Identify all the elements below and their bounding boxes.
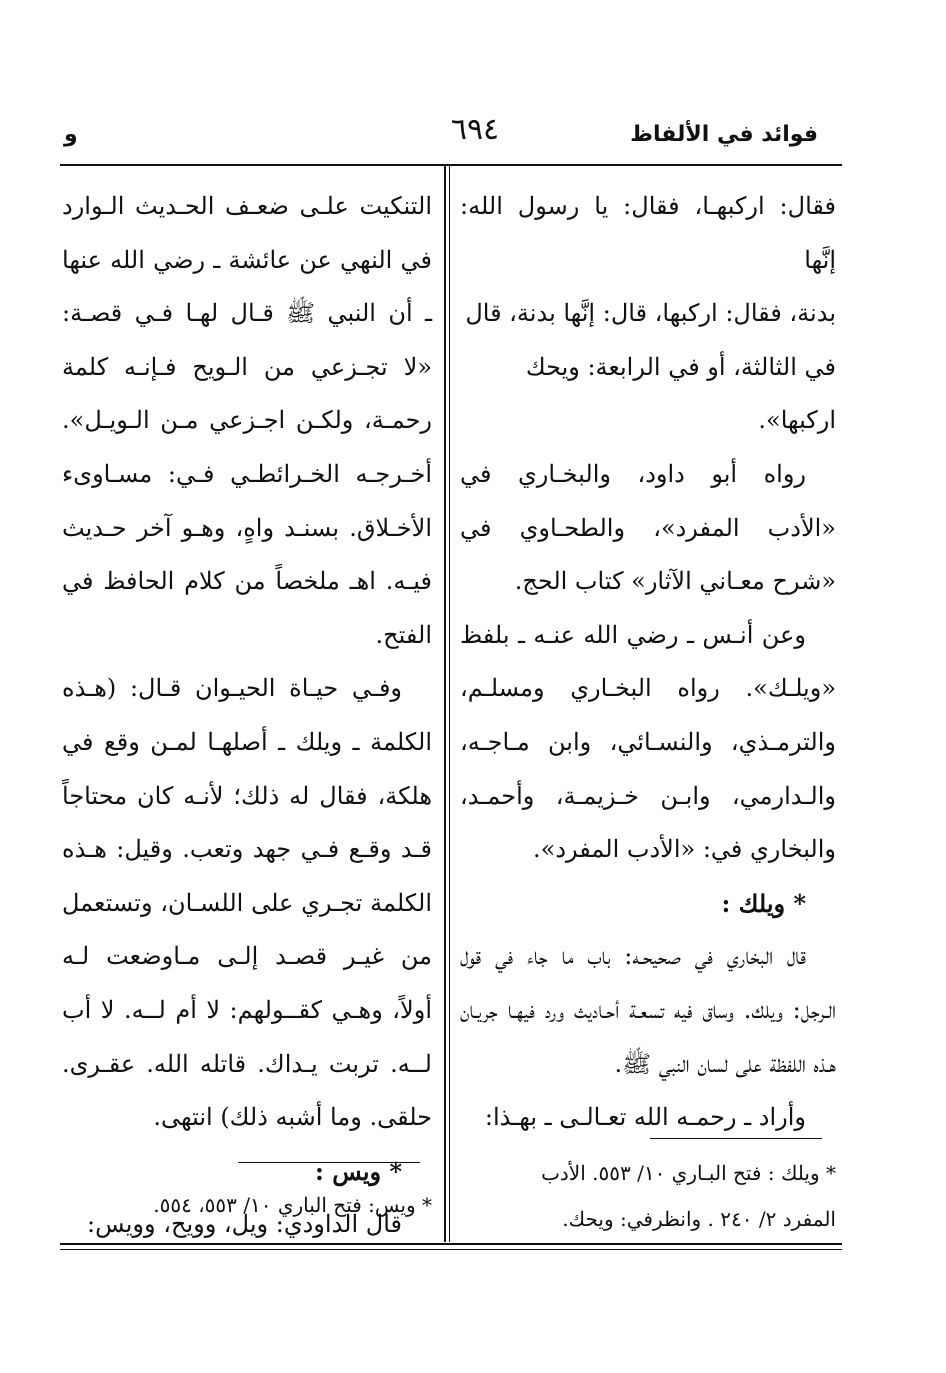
footnote-line: * ويلك : فتح البـاري ١٠/ ٥٥٣. الأدب bbox=[541, 1161, 836, 1185]
paragraph: قال البخاري في صحيحـه: باب ما جاء في قول الـرجل: ويلك. وساق فيه تسعـة أحـاديث ورد فيهـا جريـان هـذه اللفظة على لسان النبي ﷺ. bbox=[460, 942, 836, 1078]
text-line: في الثالثة، أو في الرابعة: ويحك bbox=[525, 352, 836, 381]
page-number: ٦٩٤ bbox=[450, 112, 500, 147]
paragraph: وعن أنـس ـ رضي الله عنـه ـ بلفظ «ويلـك». رواه البخـاري ومسلـم، والترمـذي، والنسـائي، وابن مـاجـه، والـدارمي، وابـن خـزيمـة، وأحمـد، والبخاري في: «الأدب المفرد». bbox=[460, 620, 836, 864]
subheading: * ويلك : bbox=[721, 888, 806, 918]
footnote-right bbox=[460, 1150, 836, 1242]
section-letter: و bbox=[64, 122, 78, 147]
paragraph: وأراد ـ رحمـه الله تعـالـى ـ بهـذا: bbox=[484, 1103, 806, 1132]
header-rule bbox=[60, 164, 842, 166]
footnote-line: المفرد ٢/ ٢٤٠ . وانظرفي: ويحك. bbox=[562, 1207, 836, 1231]
footnote-separator bbox=[650, 1138, 822, 1139]
text-line: فقال: اركبهـا، فقال: يا رسول الله: إنَّها bbox=[460, 192, 836, 274]
footnote-line: * ويس: فتح الباري ١٠/ ٥٥٣، ٥٥٤. bbox=[153, 1193, 432, 1217]
text-line: بدنة، فقال: اركبها، قال: إنَّها بدنة، قال bbox=[465, 299, 836, 328]
paragraph: رواه أبو داود، والبخـاري في «الأدب المفرد»، والطحـاوي في «شرح معـاني الآثار» كتاب الحج. bbox=[460, 459, 836, 596]
footnote-separator bbox=[238, 1162, 420, 1163]
paragraph: وفـي حيـاة الحيـوان قـال: (هـذه الكلمة ـ ويلك ـ أصلهـا لمـن وقع في هلكة، فقال له ذلك؛ لأنـه كان محتاجاً قـد وقـع فـي جهد وتعب. وقيل: هـذه الكلمة تجـري على اللسـان، وتستعمل من غيـر قصـد إلـى مـاوضعت لـه أولاً، وهـي كقــولهم: لا أم لــه. لا أب لــه. تربت يـداك. قاتله الله. عقـرى. حلقى. وما أشبه ذلك) انتهى. bbox=[62, 674, 432, 1132]
column-divider bbox=[444, 166, 450, 1242]
footer-rule-thin bbox=[60, 1249, 842, 1250]
running-title: فوائد في الألفاظ bbox=[630, 122, 818, 147]
right-column bbox=[460, 180, 836, 1145]
paragraph: قال الداودي: ويل، وويح، وويس: bbox=[87, 1210, 402, 1239]
subheading: * ويس : bbox=[315, 1156, 402, 1186]
paragraph: التنكيت علـى ضعـف الحـديث الـوارد في النهي عن عائشة ـ رضي الله عنها ـ أن النبي ﷺ قـال لهـا فـي قصـة: «لا تجـزعي من الـويح فـإنـه كلمة رحمـة، ولكـن اجـزعي مـن الـويـل». أخـرجـه الخـرائطـي فـي: مسـاوىء الأخـلاق. بسنـد واهٍ، وهـو آخر حـديث فيـه. اهـ ملخصاً من كلام الحافظ في الفتح. bbox=[62, 192, 432, 649]
left-column bbox=[62, 180, 432, 1252]
footnote-left bbox=[62, 1182, 432, 1228]
footer-rule bbox=[60, 1243, 842, 1245]
text-line: اركبها». bbox=[758, 406, 836, 435]
